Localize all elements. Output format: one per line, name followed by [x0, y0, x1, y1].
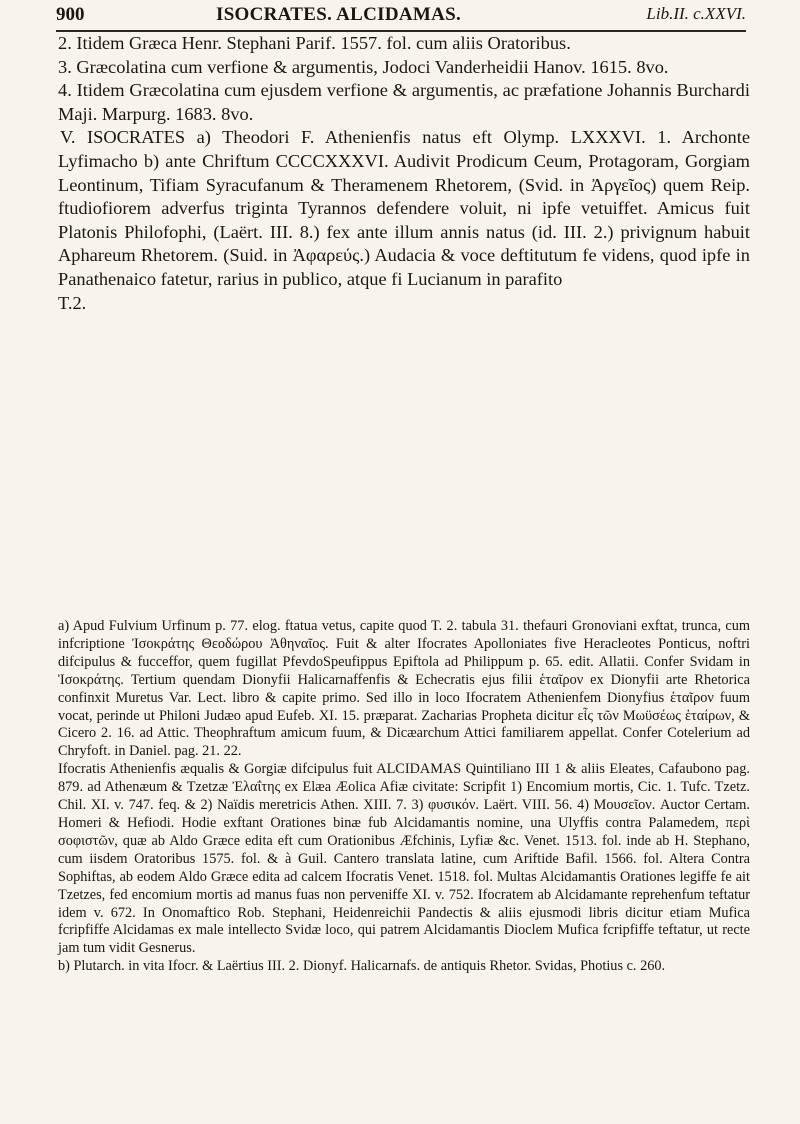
- chapter-reference: Lib.II. c.XXVI.: [646, 4, 746, 23]
- edition-item-2: 2. Itidem Græca Henr. Stephani Parif. 1557. fol. cum aliis Oratoribus.: [58, 33, 571, 53]
- section-v-isocrates: V. ISOCRATES a) Theodori F. Athenienfis natus eft Olymp. LXXXVI. 1. Archonte Lyfimacho b) ante Chriftum CCCCXXXVI. Audivit Prodicum Ceum, Protagoram, Gorgiam Leontinum, Tifiam Syracufanum & Theramenem Rhetorem, (Svid. in Ἀργεῖος) quem Reip. ftudiofiorem adverfus triginta Tyrannos defendere voluit, ni ipfe vetuiffet. Amicus fuit Platonis Philofophi, (Laërt. III. 8.) fex ante illum annis natus (id. III. 2.) privignum habuit Aphareum Rhetorem. (Suid. in Ἀφαρεύς.) Audacia & voce deftitutum fe videns, quod ipfe in Panathenaico fatetur, rarius in publico, atque fi Lucianum in parafito: [58, 127, 750, 289]
- footnote-b: b) Plutarch. in vita Ifocr. & Laërtius III. 2. Dionyf. Halicarnafs. de antiquis Rhetor. Svidas, Photius c. 260.: [58, 958, 666, 975]
- edition-item-4: 4. Itidem Græcolatina cum ejusdem verfione & argumentis, ac præfatione Johannis Burchardi Maji. Marpurg. 1683. 8vo.: [58, 80, 750, 124]
- page-number: 900: [56, 4, 85, 25]
- running-header: [56, 4, 746, 32]
- footnote-alcidamas: Ifocratis Athenienfis æqualis & Gorgiæ difcipulus fuit ALCIDAMAS Quintiliano III 1 & aliis Eleates, Cafaubono pag. 879. ad Athenæum & Tzetzæ Ἐλαΐτης ex Elæa Æolica Afiæ civitate: Scripfit 1) Encomium mortis, Cic. 1. Tufc. Tzetz. Chil. XI. v. 747. feq. & 2) Naïdis meretricis Athen. XIII. 7. 3) φυσικόν. Laërt. VIII. 56. 4) Μουσεῖον. Auctor Certam. Homeri & Hefiodi. Hodie exftant Orationes binæ fub Alcidamantis nomine, una Ulyffis contra Palamedem, περὶ σοφιστῶν, quæ ab Aldo Græce edita eft cum Orationibus Æfchinis, Lyfiæ &c. Venet. 1513. fol. inde ab H. Stephano, cum iisdem Oratoribus 1575. fol. & à Guil. Cantero translata latine, cum Ariftide Bafil. 1566. fol. Altera Contra Sophiftas, ab eodem Aldo Græce edita ad calcem Ifocratis Venet. 1518. fol. Multas Alcidamantis Orationes legiffe fe ait Tzetzes, fed encomium mortis ad manus fuas non perveniffe XI. v. 752. Ifocratem ab Alcidamante reprehenfum teftatur idem v. 672. In Onomaftico Rob. Stephani, Heidenreichii Pandectis & aliis ejusmodi libris dicitur etiam Mufica fcripfiffe Alcidamas ex male intellecto Svidæ loco, qui patrem Alcidamantis Dioclem Mufica fcripfiffe teftatur, ut recte jam tum vidit Gesnerus.: [58, 761, 750, 957]
- main-text: [58, 32, 750, 315]
- running-title: ISOCRATES. ALCIDAMAS.: [216, 4, 462, 25]
- footnote-a: a) Apud Fulvium Urfinum p. 77. elog. ftatua vetus, capite quod T. 2. tabula 31. thefauri Gronoviani exftat, trunca, cum infcriptione Ἰσοκράτης Θεοδώρου Ἀθηναῖος. Fuit & alter Ifocrates Apolloniates five Heracleotes Ponticus, noftri difcipulus & fucceffor, quem fugillat PfevdoSpeufippus Epiftola ad Philippum p. 65. edit. Allatii. Confer Svidam in Ἰσοκράτης. Tertium quendam Dionyfii Halicarnaffenfis & Echecratis ejus filii ἑταῖρον ex Dionyfii arte Rhetorica confinxit Muretus Var. Lect. libro & capite primo. Sed illo in loco Ifocratem Athenienfem Dionyfius ἑταῖρον fuum vocat, perinde ut Philoni Judæo apud Eufeb. XI. 15. præparat. Zacharias Propheta dicitur εἷς τῶν Μωϋσέως ἑταίρων, & Cicero 2. 16. ad Attic. Theophraftum amicum fuum, & Dicæarchum Attici familiarem appellat. Confer Cotelerium ad Chryfoft. in Daniel. pag. 21. 22.: [58, 618, 750, 760]
- edition-item-3: 3. Græcolatina cum verfione & argumentis, Jodoci Vanderheidii Hanov. 1615. 8vo.: [58, 56, 669, 77]
- footnotes: [58, 618, 750, 976]
- catchword: T.2.: [58, 292, 87, 313]
